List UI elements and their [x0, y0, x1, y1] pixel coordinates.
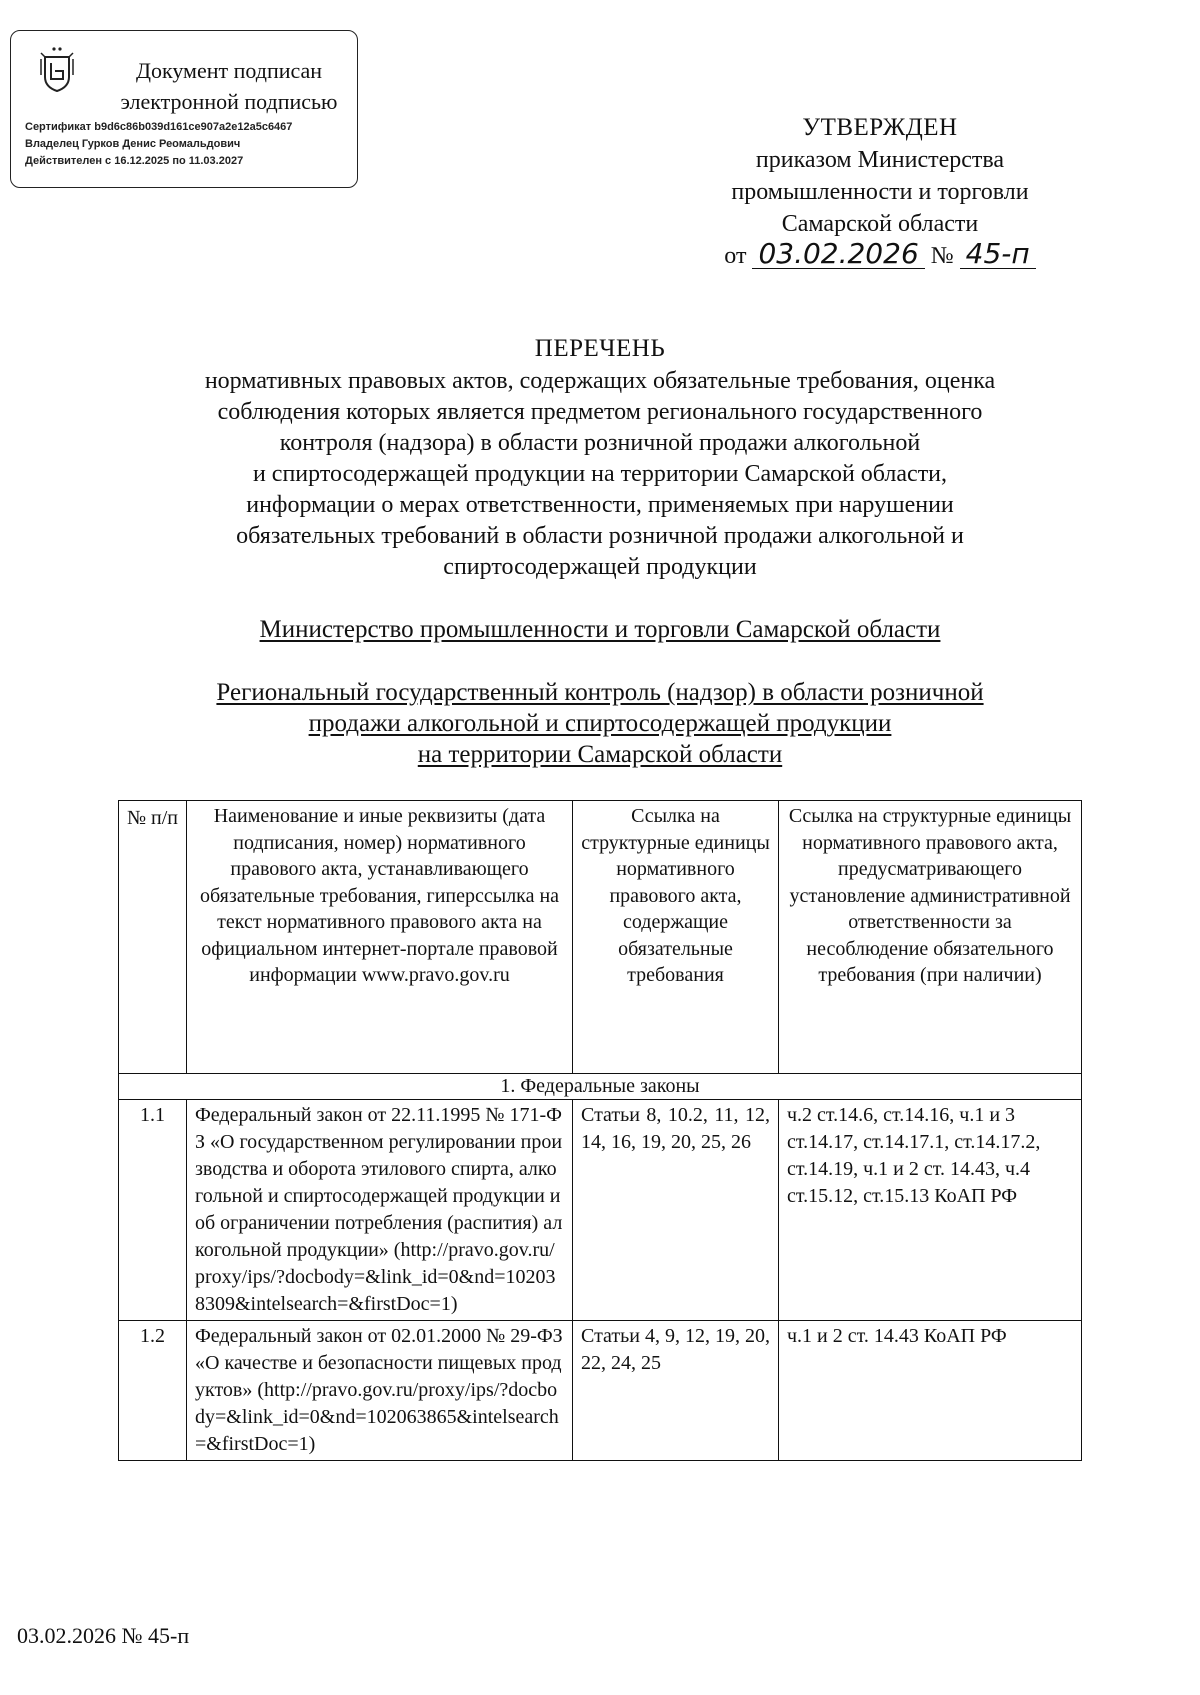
header-number: № п/п [119, 801, 187, 1074]
approval-line: Самарской области [781, 211, 979, 237]
order-date: 03.02.2026 [752, 240, 924, 269]
header-liability-link: Ссылка на структурные единицы нормативного правового акта, предусматривающего установление административной ответственности за несоблюдение обязательного требования (при наличии) [779, 801, 1082, 1074]
order-number: 45-п [960, 240, 1036, 269]
subtitle-line: и спиртосодержащей продукции на территории Самарской области, [252, 461, 948, 487]
header-requirements-link: Ссылка на структурные единицы нормативного правового акта, содержащие обязательные требования [573, 801, 779, 1074]
acts-table [118, 800, 1082, 1461]
coat-of-arms-icon [37, 45, 77, 95]
approval-date-line [690, 237, 1070, 272]
subtitle-line: информации о мерах ответственности, применяемых при нарушении [246, 492, 954, 518]
ministry-heading [140, 614, 1060, 645]
row-number: 1.1 [119, 1100, 187, 1321]
control-line: продажи алкогольной и спиртосодержащей продукции [308, 710, 892, 737]
ministry-name: Министерство промышленности и торговли Самарской области [259, 616, 941, 643]
stamp-title [101, 55, 357, 117]
stamp-owner: Владелец Гурков Денис Реомальдович [25, 138, 241, 150]
row-articles: Статьи 4, 9, 12, 19, 20, 22, 24, 25 [573, 1321, 779, 1461]
control-line: Региональный государственный контроль (надзор) в области розничной [216, 679, 984, 706]
control-line: на территории Самарской области [417, 741, 783, 768]
header-act-name: Наименование и иные реквизиты (дата подписания, номер) нормативного правового акта, устанавливающего обязательные требования, гиперссылка на текст нормативного правового акта на официальном интернет-портале правовой информации www.pravo.gov.ru [187, 801, 573, 1074]
table-header-row [119, 801, 1082, 1074]
row-liability: ч.2 ст.14.6, ст.14.16, ч.1 и 3 ст.14.17, ст.14.17.1, ст.14.17.2, ст.14.19, ч.1 и 2 ст. 14.43, ч.4 ст.15.12, ст.15.13 КоАП РФ [779, 1100, 1082, 1321]
table-section-row [119, 1074, 1082, 1100]
footer-registration: 03.02.2026 № 45-п [17, 1623, 190, 1648]
row-liability: ч.1 и 2 ст. 14.43 КоАП РФ [779, 1321, 1082, 1461]
stamp-certificate: Сертификат b9d6c86b039d161ce907a2e12a5c6467 [25, 121, 293, 133]
control-heading [140, 677, 1060, 770]
row-articles: Статьи 8, 10.2, 11, 12, 14, 16, 19, 20, 25, 26 [573, 1100, 779, 1321]
stamp-title-line: электронной подписью [120, 89, 338, 114]
approval-line: приказом Министерства [755, 147, 1005, 173]
subtitle-line: соблюдения которых является предметом регионального государственного [217, 399, 983, 425]
stamp-validity: Действителен с 16.12.2025 по 11.03.2027 [25, 155, 244, 167]
section-title: 1. Федеральные законы [119, 1074, 1082, 1100]
table-row [119, 1321, 1082, 1461]
row-act-name: Федеральный закон от 22.11.1995 № 171-ФЗ «О государственном регулировании производства и оборота этилового спирта, алкогольной и спиртосодержащей продукции и об ограничении потребления (распития) алкогольной продукции» (http://pravo.gov.ru/proxy/ips/?docbody=&link_id=0&nd=102038309&intelsearch=&firstDoc=1) [187, 1100, 573, 1321]
document-heading [140, 333, 1060, 583]
row-number: 1.2 [119, 1321, 187, 1461]
document-subtitle [140, 366, 1060, 583]
row-act-name: Федеральный закон от 02.01.2000 № 29-ФЗ «О качестве и безопасности пищевых продуктов» (http://pravo.gov.ru/proxy/ips/?docbody=&link_id=0&nd=102063865&intelsearch=&firstDoc=1) [187, 1321, 573, 1461]
stamp-meta [25, 119, 292, 170]
subtitle-line: спиртосодержащей продукции [443, 554, 757, 580]
from-label: от [724, 243, 747, 269]
stamp-title-line: Документ подписан [135, 58, 323, 83]
document-title: ПЕРЕЧЕНЬ [534, 335, 666, 362]
approval-block [690, 112, 1070, 272]
table-row [119, 1100, 1082, 1321]
signature-stamp [10, 30, 358, 188]
number-label: № [930, 243, 954, 269]
subtitle-line: обязательных требований в области розничной продажи алкогольной и [236, 523, 964, 549]
approval-line: промышленности и торговли [731, 179, 1029, 205]
subtitle-line: нормативных правовых актов, содержащих обязательные требования, оценка [204, 368, 996, 394]
subtitle-line: контроля (надзора) в области розничной продажи алкогольной [279, 430, 921, 456]
approval-title: УТВЕРЖДЕН [802, 114, 958, 141]
